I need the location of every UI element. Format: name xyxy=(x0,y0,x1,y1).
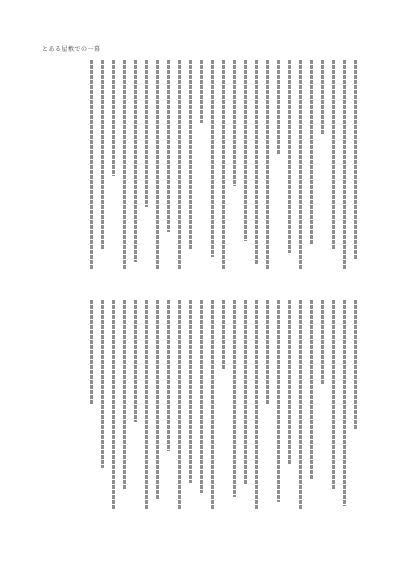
bottom-block-column xyxy=(210,300,215,510)
text-block-top xyxy=(58,60,358,270)
text-line-mark xyxy=(200,60,203,123)
bottom-block-column xyxy=(309,300,314,510)
text-line-mark xyxy=(134,300,137,422)
text-line-mark xyxy=(156,60,159,270)
bottom-block-column xyxy=(199,300,204,510)
bottom-block-column xyxy=(342,300,347,510)
top-block-column xyxy=(199,60,204,270)
bottom-block-column xyxy=(188,300,193,510)
top-block-column xyxy=(188,60,193,270)
top-block-column xyxy=(342,60,347,270)
bottom-block-column xyxy=(353,300,358,510)
text-line-mark xyxy=(167,300,170,451)
text-line-mark xyxy=(266,300,269,405)
text-line-mark xyxy=(145,300,148,510)
running-head: とある屋敷での一幕 xyxy=(42,46,101,53)
bottom-block-column xyxy=(100,300,105,510)
top-block-column xyxy=(155,60,160,270)
text-line-mark xyxy=(211,300,214,510)
top-block-column xyxy=(309,60,314,270)
bottom-block-column xyxy=(298,300,303,510)
text-line-mark xyxy=(134,60,137,262)
text-line-mark xyxy=(299,300,302,510)
text-line-mark xyxy=(211,60,214,257)
bottom-block-column xyxy=(287,300,292,510)
bottom-block-column xyxy=(221,300,226,510)
top-block-column xyxy=(100,60,105,270)
top-block-column xyxy=(232,60,237,270)
bottom-block-column xyxy=(155,300,160,510)
top-block-column xyxy=(254,60,259,270)
text-line-mark xyxy=(112,300,115,510)
bottom-block-column xyxy=(320,300,325,510)
bottom-block-column xyxy=(166,300,171,510)
top-block-column xyxy=(298,60,303,270)
text-line-mark xyxy=(255,300,258,510)
text-line-mark xyxy=(200,300,203,493)
text-line-mark xyxy=(310,60,313,245)
text-line-mark xyxy=(343,300,346,506)
text-line-mark xyxy=(332,300,335,489)
top-block-column xyxy=(331,60,336,270)
top-block-column xyxy=(133,60,138,270)
text-line-mark xyxy=(90,60,93,270)
top-block-column xyxy=(122,60,127,270)
text-line-mark xyxy=(288,300,291,464)
text-line-mark xyxy=(354,60,357,260)
bottom-block-column xyxy=(331,300,336,510)
bottom-block-column xyxy=(144,300,149,510)
text-line-mark xyxy=(299,60,302,270)
text-line-mark xyxy=(244,300,247,485)
bottom-block-column xyxy=(122,300,127,510)
text-line-mark xyxy=(277,60,280,155)
text-line-mark xyxy=(112,60,115,176)
bottom-block-column xyxy=(276,300,281,510)
text-line-mark xyxy=(123,300,126,489)
text-line-mark xyxy=(310,300,313,479)
text-line-mark xyxy=(354,300,357,430)
text-block-bottom xyxy=(58,300,358,510)
text-line-mark xyxy=(167,60,170,232)
top-block-column xyxy=(144,60,149,270)
bottom-block-column xyxy=(254,300,259,510)
text-line-mark xyxy=(255,60,258,264)
bottom-block-column xyxy=(265,300,270,510)
top-block-column xyxy=(166,60,171,270)
bottom-block-column xyxy=(177,300,182,510)
text-line-mark xyxy=(178,60,181,270)
text-line-mark xyxy=(222,60,225,270)
text-line-mark xyxy=(178,300,181,510)
text-line-mark xyxy=(101,60,104,249)
text-line-mark xyxy=(233,60,236,186)
top-block-column xyxy=(353,60,358,270)
text-line-mark xyxy=(189,60,192,249)
top-block-column xyxy=(177,60,182,270)
top-block-column xyxy=(111,60,116,270)
text-line-mark xyxy=(145,60,148,207)
text-line-mark xyxy=(321,300,324,384)
text-line-mark xyxy=(343,60,346,270)
text-line-mark xyxy=(233,300,236,497)
text-line-mark xyxy=(123,60,126,270)
top-block-column xyxy=(320,60,325,270)
bottom-block-column xyxy=(243,300,248,510)
text-line-mark xyxy=(156,300,159,500)
text-line-mark xyxy=(244,60,247,241)
bottom-block-column xyxy=(89,300,94,510)
top-block-column xyxy=(265,60,270,270)
bottom-block-column xyxy=(133,300,138,510)
top-block-column xyxy=(276,60,281,270)
text-line-mark xyxy=(277,300,280,502)
top-block-column xyxy=(221,60,226,270)
bottom-block-column xyxy=(111,300,116,510)
text-line-mark xyxy=(266,60,269,270)
text-line-mark xyxy=(189,300,192,483)
text-line-mark xyxy=(332,60,335,249)
text-line-mark xyxy=(321,60,324,134)
top-block-column xyxy=(89,60,94,270)
top-block-column xyxy=(243,60,248,270)
bottom-block-column xyxy=(232,300,237,510)
top-block-column xyxy=(210,60,215,270)
text-line-mark xyxy=(101,300,104,468)
text-line-mark xyxy=(90,300,93,405)
top-block-column xyxy=(287,60,292,270)
text-line-mark xyxy=(222,300,225,369)
text-line-mark xyxy=(288,60,291,253)
